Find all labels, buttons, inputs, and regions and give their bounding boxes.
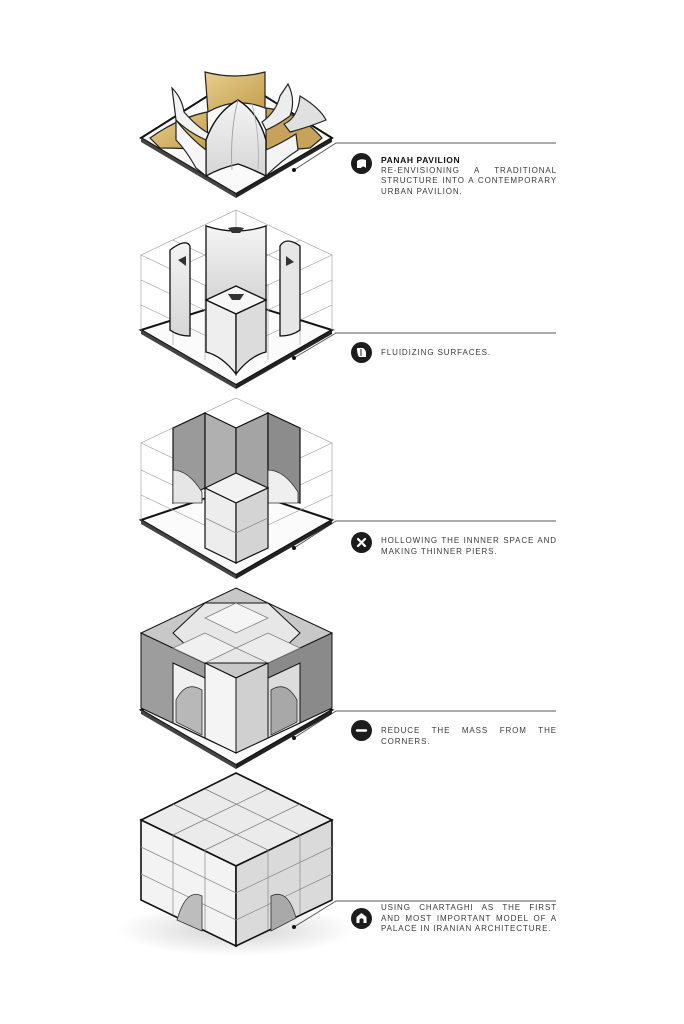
caption-step-5 <box>381 903 557 935</box>
model-reduced-corners <box>141 588 332 769</box>
connector-lines <box>294 143 556 927</box>
fluid-surface-icon <box>351 342 372 363</box>
model-fluid-surfaces <box>141 210 332 389</box>
caption-text: REDUCE THE MASS FROM THE CORNERS. <box>381 726 557 746</box>
caption-title: PANAH PAVILION <box>381 155 461 165</box>
caption-step-2 <box>381 348 557 359</box>
caption-step-3 <box>381 536 557 557</box>
caption-step-4 <box>381 726 557 747</box>
caption-text: HOLLOWING THE INNNER SPACE AND MAKING THINNER PIERS. <box>381 536 557 556</box>
cross-icon <box>351 532 372 553</box>
arch-house-icon <box>351 908 372 929</box>
caption-step-1 <box>381 155 557 197</box>
model-pavilion <box>141 72 332 198</box>
pavilion-icon <box>351 153 372 174</box>
caption-text: USING CHARTAGHI AS THE FIRST AND MOST IMPORTANT MODEL OF A PALACE IN IRANIAN ARCHITECTURE. <box>381 903 557 933</box>
caption-text: RE-ENVISIONING A TRADITIONAL STRUCTURE INTO A CONTEMPORARY URBAN PAVILION. <box>381 165 557 196</box>
caption-text: FLUIDIZING SURFACES. <box>381 348 492 357</box>
minus-icon <box>351 720 372 741</box>
model-hollowed <box>141 398 332 579</box>
